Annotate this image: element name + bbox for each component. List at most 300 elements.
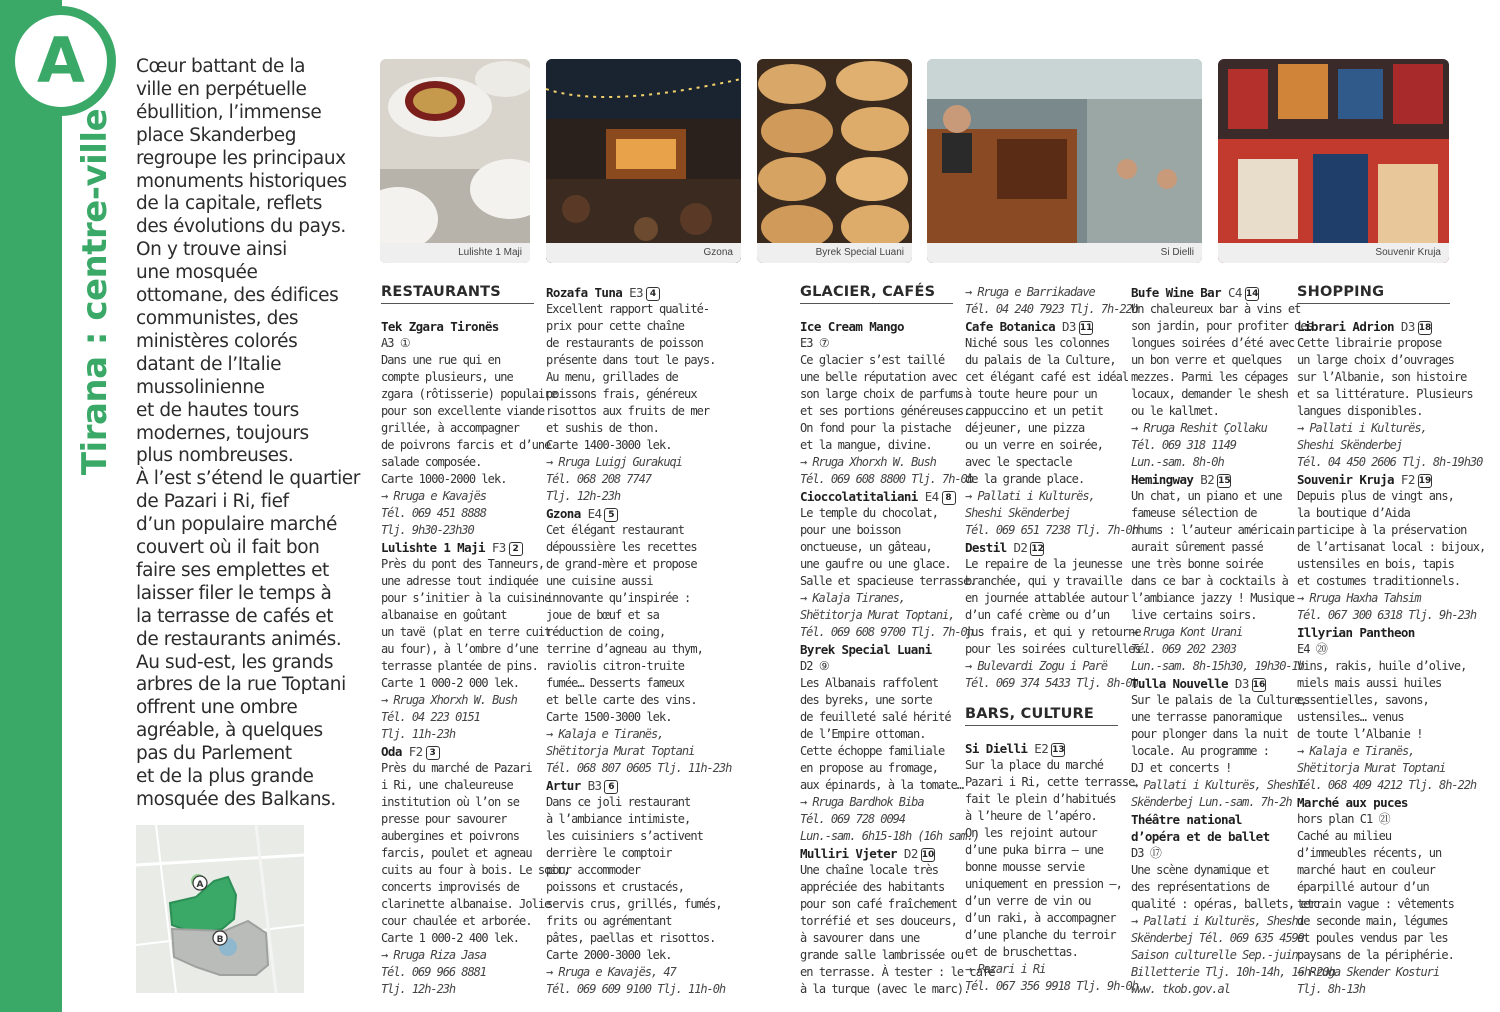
listing-description-line: risottos aux fruits de mer bbox=[546, 404, 710, 418]
section-heading: GLACIER, CAFÉS bbox=[800, 284, 953, 304]
listing-name: Souvenir Kruja F2 19 bbox=[1297, 472, 1432, 487]
listing-description-line: les cuisiniers s’activent bbox=[546, 829, 703, 843]
listing-description-line: miels mais aussi huiles bbox=[1297, 676, 1442, 690]
listing-description-line: zgara (rôtisserie) populaire bbox=[381, 387, 557, 401]
listing-address-line: → Pazari i Ri bbox=[965, 962, 1046, 976]
listing-description-line: Une scène dynamique et bbox=[1131, 863, 1270, 877]
listing-description-line: fumée… Desserts fameux bbox=[546, 676, 685, 690]
listing-description-line: pour accommoder bbox=[546, 863, 641, 877]
listing-description-line: mezzes. Parmi les cépages bbox=[1131, 370, 1288, 384]
listing-address-line: → Pallati i Kulturës, bbox=[1297, 421, 1427, 435]
listing-description-line: live certains soirs. bbox=[1131, 608, 1257, 622]
listing-name: Marché aux puces bbox=[1297, 795, 1408, 810]
intro-line: communistes, des bbox=[136, 307, 299, 329]
listing-address-line: Skënderbej Lun.-sam. 7h-2h bbox=[1131, 795, 1292, 809]
map-grid-ref: B2 bbox=[1200, 472, 1215, 487]
listing-address-line: Tél. 069 202 2303 bbox=[1131, 642, 1236, 656]
listing-description-line: et la mangue, divine. bbox=[800, 438, 932, 452]
listing-description-line: dépoussière les recettes bbox=[546, 540, 697, 554]
listing-description-line: cet élégant café est idéal bbox=[965, 370, 1129, 384]
listing-description-line: DJ et concerts ! bbox=[1131, 761, 1232, 775]
listing-description-line: presse pour savourer bbox=[381, 812, 507, 826]
listing-address-line: Shëtitorja Murat Toptani bbox=[546, 744, 695, 758]
photo-lulishte-1-maji bbox=[380, 59, 530, 263]
listing-name: Destil D2 12 bbox=[965, 540, 1044, 555]
listing-address-line: → Rruga e Kavajës, 47 bbox=[546, 965, 676, 979]
map-number-badge: 8 bbox=[942, 491, 956, 505]
listing-address-line: → Rruga Haxha Tahsim bbox=[1297, 591, 1421, 605]
map-grid-ref: D3 bbox=[1400, 319, 1415, 334]
listing-description-line: et ses portions généreuses. bbox=[800, 404, 970, 418]
listing-description-line: aubergines et poivrons bbox=[381, 829, 520, 843]
listing-description-line: paysans de la périphérie. bbox=[1297, 948, 1454, 962]
section-heading: RESTAURANTS bbox=[381, 284, 534, 304]
listing-name: Théâtre national bbox=[1131, 812, 1242, 827]
listing-description-line: d’une puka birra – une bbox=[965, 843, 1104, 857]
intro-line: de restaurants animés. bbox=[136, 628, 342, 650]
listing-address-line: Sheshi Skënderbej bbox=[965, 506, 1070, 520]
listing-description-line: et poules vendus par les bbox=[1297, 931, 1448, 945]
chapter-letter: A bbox=[37, 24, 85, 97]
listing-description-line: sur l’Albanie, son histoire bbox=[1297, 370, 1467, 384]
intro-line: une mosquée bbox=[136, 262, 258, 284]
listing-description-line: essentielles, savons, bbox=[1297, 693, 1429, 707]
listing-address-line: → Rruga Kont Urani bbox=[1131, 625, 1243, 639]
listing-description-line: en terrasse. À tester : le café bbox=[800, 965, 995, 979]
listing-description-line: institution où l’on se bbox=[381, 795, 520, 809]
listing-description-line: concerts improvisés de bbox=[381, 880, 520, 894]
listing-description-line: Un chaleureux bar à vins et bbox=[1131, 302, 1301, 316]
listing-description-line: pour une boisson bbox=[800, 523, 901, 537]
listing-description-line: E3 ⑦ bbox=[800, 336, 829, 350]
listing-description-line: éparpillé autour d’un bbox=[1297, 880, 1429, 894]
listing-description-line: de restaurants de poisson bbox=[546, 336, 703, 350]
intro-line: monuments historiques bbox=[136, 170, 347, 192]
restaurants-column-2 bbox=[546, 284, 732, 998]
listing-address-line: Sheshi Skënderbej bbox=[1297, 438, 1402, 452]
listing-description-line: Près du marché de Pazari bbox=[381, 761, 532, 775]
listing-name: Librari Adrion D3 18 bbox=[1297, 319, 1432, 334]
listing-description-line: et belle carte des vins. bbox=[546, 693, 697, 707]
listing-description-line: marché haut en couleur bbox=[1297, 863, 1436, 877]
listing-description-line: avec le spectacle bbox=[965, 455, 1072, 469]
listing-address-line: Tlj. 8h-13h bbox=[1297, 982, 1365, 996]
map-number-badge: 11 bbox=[1079, 323, 1093, 333]
map-grid-ref: C4 bbox=[1227, 285, 1242, 300]
listing-description-line: son jardin, pour profiter des bbox=[1131, 319, 1313, 333]
photo-byrek-special-luani bbox=[757, 59, 912, 263]
listing-description-line: des byreks, une sorte bbox=[800, 693, 932, 707]
chapter-badge bbox=[6, 6, 116, 116]
listing-name: Hemingway B2 15 bbox=[1131, 472, 1231, 487]
listing-description-line: son large choix de parfums bbox=[800, 387, 964, 401]
listing-description-line: Salle et spacieuse terrasse. bbox=[800, 574, 976, 588]
listing-description-line: à toute heure pour un bbox=[965, 387, 1097, 401]
listing-description-line: terrain vague : vêtements bbox=[1297, 897, 1454, 911]
intro-line: ministères colorés bbox=[136, 330, 298, 352]
intro-line: de Pazari i Ri, fief bbox=[136, 491, 289, 513]
intro-line: offrent une ombre bbox=[136, 697, 298, 719]
listing-description-line: Niché sous les colonnes bbox=[965, 336, 1110, 350]
listing-description-line: albanaise en goûtant bbox=[381, 608, 507, 622]
map-grid-ref: D2 bbox=[1013, 540, 1028, 555]
listing-description-line: fameuse sélection de bbox=[1131, 506, 1257, 520]
listing-description-line: servis crus, grillés, fumés, bbox=[546, 897, 722, 911]
listing-description-line: torréfié et ses douceurs, bbox=[800, 914, 957, 928]
listing-description-line: d’un café crème ou d’un bbox=[965, 608, 1110, 622]
listing-description-line: Au menu, grillades de bbox=[546, 370, 678, 384]
listing-description-line: pour son excellente viande bbox=[381, 404, 545, 418]
listing-description-line: pour s’initier à la cuisine bbox=[381, 591, 551, 605]
listing-description-line: D3 ⑰ bbox=[1131, 846, 1161, 860]
listing-description-line: à la turque (avec le marc). bbox=[800, 982, 970, 996]
map-grid-ref: E2 bbox=[1034, 741, 1049, 756]
listing-address-line: → Rruga Luigj Gurakuqi bbox=[546, 455, 682, 469]
listing-address-line: → Pallati i Kulturës, Sheshi bbox=[1131, 914, 1304, 928]
listing-description-line: un tavë (plat en terre cuit bbox=[381, 625, 551, 639]
photo-caption: Si Dielli bbox=[927, 243, 1202, 263]
listing-name: Tek Zgara Tironës bbox=[381, 319, 499, 334]
listing-address-line: Shëtitorja Murat Toptani bbox=[1297, 761, 1446, 775]
listing-description-line: salade composée. bbox=[381, 455, 482, 469]
intro-line: Cœur battant de la bbox=[136, 56, 306, 77]
listing-description-line: innovante qu’inspirée : bbox=[546, 591, 691, 605]
intro-line: modernes, toujours bbox=[136, 422, 309, 444]
listing-description-line: longues soirées d’été avec bbox=[1131, 336, 1295, 350]
listing-description-line: participe à la préservation bbox=[1297, 523, 1467, 537]
listing-description-line: Une chaîne locale très bbox=[800, 863, 939, 877]
listing-description-line: Près du pont des Tanneurs, bbox=[381, 557, 545, 571]
listing-address-line: → Rruga Bardhok Biba bbox=[800, 795, 924, 809]
map-number-badge: 3 bbox=[426, 746, 440, 760]
listing-description-line: On fond pour la pistache bbox=[800, 421, 951, 435]
map-number-badge: 19 bbox=[1418, 476, 1432, 486]
intro-line: À l’est s’étend le quartier bbox=[136, 468, 360, 490]
listing-description-line: terrasse plantée de pins. bbox=[381, 659, 538, 673]
listing-description-line: du palais de la Culture, bbox=[965, 353, 1116, 367]
listing-description-line: clarinette albanaise. Jolie bbox=[381, 897, 551, 911]
listing-description-line: et sushis de thon. bbox=[546, 421, 659, 435]
listing-address-line: Tél. 069 451 8888 bbox=[381, 506, 486, 520]
map-grid-ref: E4 bbox=[587, 506, 602, 521]
listing-description-line: derrière le comptoir bbox=[546, 846, 672, 860]
photo-caption: Lulishte 1 Maji bbox=[380, 243, 530, 263]
listing-description-line: et sa littérature. Plusieurs bbox=[1297, 387, 1473, 401]
listing-name: Lulishte 1 Maji F3 2 bbox=[381, 539, 534, 556]
map-number-badge: 2 bbox=[509, 542, 523, 556]
listing-address-line: → Pallati i Kulturës, bbox=[965, 489, 1095, 503]
listing-description-line: au four), à l’ombre d’une bbox=[381, 642, 538, 656]
intro-line: couvert où il fait bon bbox=[136, 537, 320, 559]
listing-description-line: une très bonne soirée bbox=[1131, 557, 1263, 571]
listing-description-line: l’ambiance jazzy ! Musique bbox=[1131, 591, 1295, 605]
listing-description-line: poissons et crustacés, bbox=[546, 880, 685, 894]
map-number-badge: 10 bbox=[921, 850, 935, 860]
intro-line: et de hautes tours bbox=[136, 399, 299, 421]
listing-address-line: Saison culturelle Sep.-juin bbox=[1131, 948, 1298, 962]
listing-description-line: Ce glacier s’est taillé bbox=[800, 353, 945, 367]
listing-description-line: E4 ⑳ bbox=[1297, 642, 1327, 656]
listing-description-line: poissons frais, généreux bbox=[546, 387, 697, 401]
map-label-a: A bbox=[196, 880, 204, 890]
listing-description-line: Cet élégant restaurant bbox=[546, 523, 685, 537]
listing-description-line: aurait sûrement passé bbox=[1131, 540, 1263, 554]
listing-address-line: → Rruga Riza Jasa bbox=[381, 948, 486, 962]
listing-description-line: une adresse tout indiquée bbox=[381, 574, 538, 588]
map-number-badge: 4 bbox=[646, 287, 660, 301]
listing-description-line: Dans une rue qui en bbox=[381, 353, 501, 367]
intro-line: mosquée des Balkans. bbox=[136, 789, 336, 810]
listing-description-line: ou le kallmet. bbox=[1131, 404, 1219, 418]
map-grid-ref: D3 bbox=[1234, 676, 1249, 691]
listing-description-line: à l’heure de l’apéro. bbox=[965, 809, 1097, 823]
listing-description-line: grande salle lambrissée ou bbox=[800, 948, 964, 962]
listing-description-line: farcis, poulet et agneau bbox=[381, 846, 532, 860]
intro-line: On y trouve ainsi bbox=[136, 239, 287, 261]
listing-description-line: pour son café fraîchement bbox=[800, 897, 957, 911]
map-grid-ref: E4 bbox=[924, 489, 939, 504]
listing-address-line: Lun.-sam. 8h-0h bbox=[1131, 455, 1224, 469]
listing-description-line: raviolis citron-truite bbox=[546, 659, 685, 673]
listing-address-line: → Rruga e Barrikadave bbox=[965, 285, 1095, 299]
listing-description-line: aux épinards, à la tomate… bbox=[800, 778, 964, 792]
listing-description-line: Carte 1 000-2 400 lek. bbox=[381, 931, 520, 945]
listing-address-line: Tél. 069 966 8881 bbox=[381, 965, 486, 979]
listing-address-line: www. tkob.gov.al bbox=[1131, 982, 1230, 996]
map-number-badge: 13 bbox=[1052, 745, 1065, 755]
listing-description-line: Cette librairie propose bbox=[1297, 336, 1442, 350]
listing-description-line: Dans ce joli restaurant bbox=[546, 795, 691, 809]
listing-description-line: de toute l’Albanie ! bbox=[1297, 727, 1423, 741]
listing-address-line: → Rruga Xhorxh W. Bush bbox=[800, 455, 936, 469]
intro-line: de la capitale, reflets bbox=[136, 193, 322, 215]
listing-description-line: compte plusieurs, une bbox=[381, 370, 513, 384]
listing-address-line: Lun.-sam. 8h-15h30, 19h30-1h bbox=[1131, 659, 1304, 673]
listing-description-line: une belle réputation avec bbox=[800, 370, 957, 384]
listing-description-line: fait le plein d’habitués bbox=[965, 792, 1116, 806]
listing-description-line: des représentations de bbox=[1131, 880, 1270, 894]
restaurants-column-1 bbox=[381, 284, 570, 998]
map-number-badge: 18 bbox=[1418, 323, 1432, 333]
listing-address-line: Tél. 069 608 9700 Tlj. 7h-0h bbox=[800, 625, 973, 639]
listing-description-line: bonne mousse servie bbox=[965, 860, 1085, 874]
listing-description-line: Vins, rakis, huile d’olive, bbox=[1297, 659, 1467, 673]
listing-description-line: onctueuse, un gâteau, bbox=[800, 540, 932, 554]
listing-description-line: ustensiles en bois, tapis bbox=[1297, 557, 1454, 571]
photo-caption: Gzona bbox=[546, 243, 741, 263]
listing-description-line: de seconde main, légumes bbox=[1297, 914, 1448, 928]
listing-description-line: Pazari i Ri, cette terrasse bbox=[965, 775, 1135, 789]
map-grid-ref: F2 bbox=[1400, 472, 1415, 487]
intro-paragraph bbox=[136, 56, 361, 812]
listing-name-line2: d’opéra et de ballet bbox=[1131, 829, 1270, 844]
listing-description-line: de feuilleté salé hérité bbox=[800, 710, 951, 724]
intro-line: regroupe les principaux bbox=[136, 147, 346, 169]
intro-line: arbres de la rue Toptani bbox=[136, 674, 346, 696]
map-number-badge: 15 bbox=[1218, 476, 1231, 486]
map-number-badge: 6 bbox=[604, 780, 618, 794]
listing-address-line: → Rruga Xhorxh W. Bush bbox=[381, 693, 517, 707]
listing-address-line: → Bulevardi Zogu i Parë bbox=[965, 659, 1108, 673]
intro-line: Au sud-est, les grands bbox=[136, 651, 334, 673]
listing-description-line: uniquement en pression –, bbox=[965, 877, 1122, 891]
listing-description-line: Carte 1000-2000 lek. bbox=[381, 472, 507, 486]
listing-description-line: terrine d’agneau au thym, bbox=[546, 642, 703, 656]
intro-line: pas du Parlement bbox=[136, 743, 292, 765]
listing-address-line: Tlj. 11h-23h bbox=[381, 727, 456, 741]
listing-name: Oda F2 3 bbox=[381, 743, 534, 760]
listing-description-line: ustensiles… venus bbox=[1297, 710, 1404, 724]
listing-description-line: frits ou agrémentant bbox=[546, 914, 672, 928]
listing-name: Mulliri Vjeter D2 10 bbox=[800, 846, 935, 861]
listing-description-line: Excellent rapport qualité- bbox=[546, 302, 710, 316]
listing-description-line: Carte 1500-3000 lek. bbox=[546, 710, 672, 724]
listing-description-line: de l’Empire ottoman. bbox=[800, 727, 926, 741]
intro-line: faire ses emplettes et bbox=[136, 559, 329, 581]
listing-address-line: Lun.-sam. 6h15-18h (16h sam.) bbox=[800, 829, 980, 843]
listing-description-line: joue de bœuf et sa bbox=[546, 608, 659, 622]
listing-address-line: Tlj. 9h30-23h30 bbox=[381, 523, 474, 537]
listing-description-line: Le repaire de la jeunesse bbox=[965, 557, 1122, 571]
intro-line: place Skanderbeg bbox=[136, 124, 297, 146]
listing-name: Artur B3 6 bbox=[546, 777, 699, 794]
listing-description-line: ou un verre en soirée, bbox=[965, 438, 1104, 452]
listing-address-line: → Pallati i Kulturës, Sheshi bbox=[1131, 778, 1304, 792]
listing-description-line: cappuccino et un petit bbox=[965, 404, 1104, 418]
listing-name: Si Dielli E2 13 bbox=[965, 741, 1065, 756]
listing-description-line: Sur la place du marché bbox=[965, 758, 1104, 772]
listing-description-line: A3 ① bbox=[381, 336, 410, 350]
listing-address-line: → Rruga e Kavajës bbox=[381, 489, 486, 503]
listing-name: Cioccolatitaliani E4 8 bbox=[800, 488, 953, 505]
intro-line: la terrasse de cafés et bbox=[136, 605, 334, 627]
listing-name: Bufe Wine Bar C4 14 bbox=[1131, 285, 1259, 300]
listing-address-line: Tél. 069 608 8800 Tlj. 7h-0h bbox=[800, 472, 973, 486]
district-mini-map bbox=[136, 825, 304, 993]
listing-address-line: → Rruga Reshit Çollaku bbox=[1131, 421, 1267, 435]
cafes-column-1 bbox=[800, 284, 995, 998]
listing-name: Byrek Special Luani bbox=[800, 642, 932, 657]
listing-description-line: et de bruschettas. bbox=[965, 945, 1078, 959]
listing-description-line: de l’artisanat local : bijoux, bbox=[1297, 540, 1486, 554]
intro-line: et de la plus grande bbox=[136, 766, 314, 788]
listing-description-line: de la grande place. bbox=[965, 472, 1085, 486]
listing-description-line: un large choix d’ouvrages bbox=[1297, 353, 1454, 367]
listing-description-line: de grand-mère et propose bbox=[546, 557, 697, 571]
listing-name: Ice Cream Mango bbox=[800, 319, 904, 334]
listing-description-line: Caché au milieu bbox=[1297, 829, 1392, 843]
listing-description-line: branchée, qui y travaille bbox=[965, 574, 1122, 588]
map-grid-ref: E3 bbox=[629, 285, 643, 300]
listing-name: Illyrian Pantheon bbox=[1297, 625, 1415, 640]
listing-address-line: Tél. 069 651 7238 Tlj. 7h-0h bbox=[965, 523, 1138, 537]
listing-description-line: cour chaulée et arborée. bbox=[381, 914, 532, 928]
map-label-b: B bbox=[216, 935, 224, 945]
listing-description-line: Carte 1400-3000 lek. bbox=[546, 438, 672, 452]
listing-description-line: une gaufre ou une glace. bbox=[800, 557, 951, 571]
listing-description-line: jus frais, et qui y retourne bbox=[965, 625, 1141, 639]
listing-address-line: Tél. 067 300 6318 Tlj. 9h-23h bbox=[1297, 608, 1477, 622]
map-grid-ref: B3 bbox=[587, 778, 602, 793]
listing-name: Rozafa Tuna E3 4 bbox=[546, 284, 699, 301]
listing-address-line: → Kalaja Tiranes, bbox=[800, 591, 905, 605]
listing-description-line: Un chat, un piano et une bbox=[1131, 489, 1282, 503]
map-grid-ref: D3 bbox=[1061, 319, 1076, 334]
listing-description-line: appréciée des habitants bbox=[800, 880, 945, 894]
photo-gzona bbox=[546, 59, 741, 263]
listing-address-line: Tél. 069 318 1149 bbox=[1131, 438, 1236, 452]
listing-description-line: langues disponibles. bbox=[1297, 404, 1423, 418]
listing-address-line: Tlj. 12h-23h bbox=[381, 982, 456, 996]
listing-description-line: Carte 1 000-2 000 lek. bbox=[381, 676, 520, 690]
listing-description-line: prix pour cette chaîne bbox=[546, 319, 685, 333]
listing-address-line: Tlj. 12h-23h bbox=[546, 489, 621, 503]
listing-description-line: d’un verre de vin ou bbox=[965, 894, 1091, 908]
intro-line: d’un populaire marché bbox=[136, 514, 337, 536]
listing-address-line: Shëtitorja Murat Toptani, bbox=[800, 608, 955, 622]
intro-line: plus nombreuses. bbox=[136, 445, 294, 467]
listing-description-line: de poivrons farcis et d’une bbox=[381, 438, 551, 452]
photo-caption: Byrek Special Luani bbox=[757, 243, 912, 263]
map-grid-ref: F2 bbox=[408, 744, 423, 759]
intro-line: ottomane, des édifices bbox=[136, 285, 339, 307]
listing-name: Tulla Nouvelle D3 16 bbox=[1131, 676, 1266, 691]
listing-description-line: une terrasse panoramique bbox=[1131, 710, 1282, 724]
listing-description-line: pour plonger dans la nuit bbox=[1131, 727, 1288, 741]
listing-description-line: Carte 2000-3000 lek. bbox=[546, 948, 672, 962]
listing-address-line: Tél. 068 807 0605 Tlj. 11h-23h bbox=[546, 761, 732, 775]
listing-description-line: à l’ambiance intimiste, bbox=[546, 812, 691, 826]
section-heading: BARS, CULTURE bbox=[965, 706, 1118, 726]
listing-address-line: Tél. 067 356 9918 Tlj. 9h-0h bbox=[965, 979, 1138, 993]
listing-description-line: D2 ⑨ bbox=[800, 659, 829, 673]
listing-description-line: réduction de coing, bbox=[546, 625, 666, 639]
intro-line: datant de l’Italie bbox=[136, 353, 282, 375]
listing-description-line: cuits au four à bois. Le soir, bbox=[381, 863, 570, 877]
listing-address-line: → Rruga Skender Kosturi bbox=[1297, 965, 1440, 979]
listing-address-line: Tél. 068 409 4212 Tlj. 8h-22h bbox=[1297, 778, 1477, 792]
listing-address-line: Tél. 069 609 9100 Tlj. 11h-0h bbox=[546, 982, 726, 996]
listing-address-line: → Kalaja e Tiranës, bbox=[546, 727, 664, 741]
listing-description-line: en propose au fromage, bbox=[800, 761, 939, 775]
map-grid-ref: D2 bbox=[903, 846, 918, 861]
chapter-color-band bbox=[0, 0, 62, 1012]
photo-souvenir-kruja bbox=[1218, 59, 1449, 263]
listing-address-line: Tél. 069 374 5433 Tlj. 8h-0h bbox=[965, 676, 1138, 690]
photo-si-dielli bbox=[927, 59, 1202, 263]
listing-description-line: locaux, demander le shesh bbox=[1131, 387, 1288, 401]
listing-description-line: On les rejoint autour bbox=[965, 826, 1097, 840]
listing-description-line: dans ce bar à cocktails à bbox=[1131, 574, 1288, 588]
intro-line: ébullition, l’immense bbox=[136, 101, 322, 123]
intro-line: ville en perpétuelle bbox=[136, 78, 307, 100]
listing-description-line: d’un raki, à accompagner bbox=[965, 911, 1116, 925]
listing-description-line: pâtes, paellas et risottos. bbox=[546, 931, 716, 945]
listing-description-line: une cuisine aussi bbox=[546, 574, 653, 588]
listing-address-line: Tél. 04 240 7923 Tlj. 7h-22h bbox=[965, 302, 1138, 316]
listing-description-line: déjeuner, une pizza bbox=[965, 421, 1085, 435]
listing-description-line: Le temple du chocolat, bbox=[800, 506, 939, 520]
listing-description-line: un bon verre et quelques bbox=[1131, 353, 1282, 367]
listing-description-line: présente dans tout le pays. bbox=[546, 353, 716, 367]
intro-line: des évolutions du pays. bbox=[136, 216, 346, 238]
listing-address-line: Tél. 069 728 0094 bbox=[800, 812, 905, 826]
listing-name: Gzona E4 5 bbox=[546, 505, 699, 522]
listing-description-line: hors plan C1 ㉑ bbox=[1297, 812, 1390, 826]
photo-caption: Souvenir Kruja bbox=[1218, 243, 1449, 263]
section-heading: SHOPPING bbox=[1297, 284, 1450, 304]
listing-description-line: d’immeubles récents, un bbox=[1297, 846, 1442, 860]
